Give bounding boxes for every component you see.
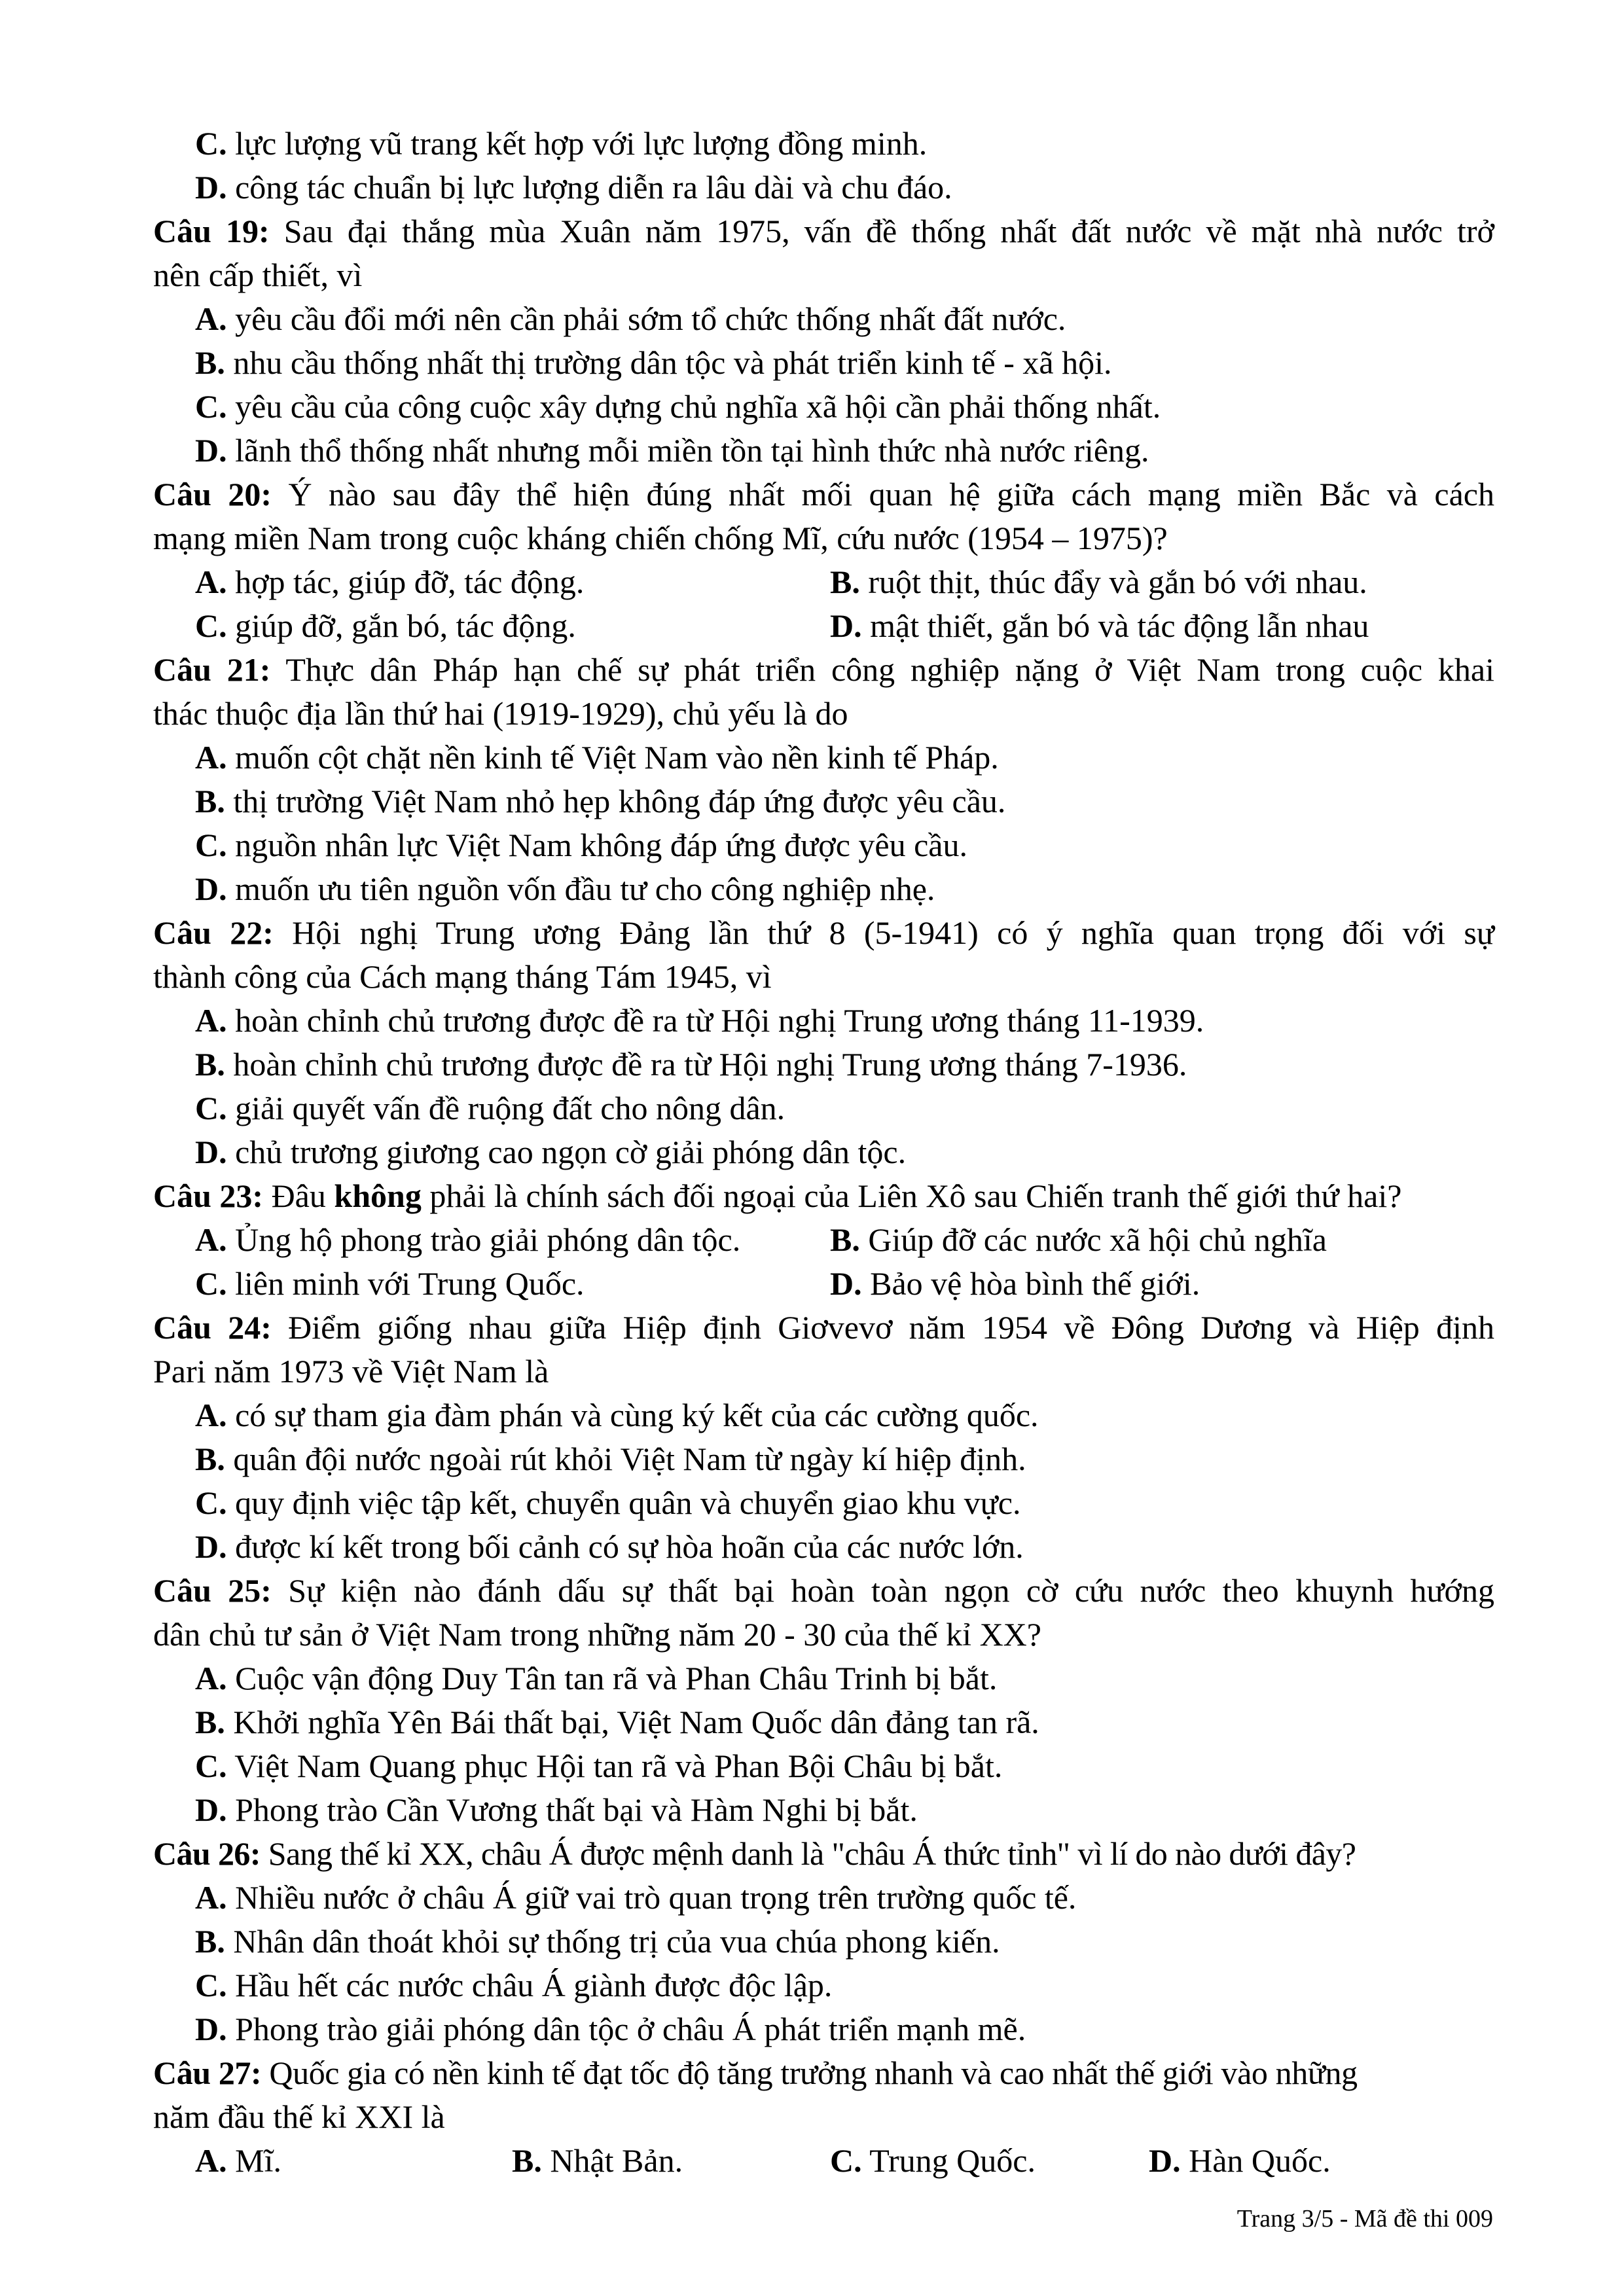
q24-option-d: D. được kí kết trong bối cảnh có sự hòa hoãn của các nước lớn. [195, 1528, 1024, 1565]
q20-options-row-2 [195, 604, 1494, 648]
q24-stem: Câu 24: Điểm giống nhau giữa Hiệp định Giơvevơ năm 1954 về Đông Dương và Hiệp định [153, 1309, 1494, 1346]
q27-option-c: C. Trung Quốc. [830, 2142, 1036, 2179]
q26-option-c: C. Hầu hết các nước châu Á giành được độc lập. [195, 1967, 833, 2003]
q27-option-b: B. Nhật Bản. [512, 2142, 683, 2179]
q21-option-b: B. thị trường Việt Nam nhỏ hẹp không đáp ứng được yêu cầu. [195, 783, 1006, 819]
q25-option-a: A. Cuộc vận động Duy Tân tan rã và Phan Châu Trinh bị bắt. [195, 1660, 998, 1696]
q20-option-b: B. ruột thịt, thúc đẩy và gắn bó với nhau. [830, 564, 1367, 600]
q22-option-c: C. giải quyết vấn đề ruộng đất cho nông dân. [195, 1090, 785, 1126]
q21-stem: Câu 21: Thực dân Pháp hạn chế sự phát triển công nghiệp nặng ở Việt Nam trong cuộc khai [153, 651, 1494, 688]
q23-stem: Câu 23: Đâu không phải là chính sách đối ngoại của Liên Xô sau Chiến tranh thế giới thứ hai? [153, 1177, 1402, 1214]
q22-option-a: A. hoàn chỉnh chủ trương được đề ra từ Hội nghị Trung ương tháng 11-1939. [195, 1002, 1204, 1039]
q22-stem: Câu 22: Hội nghị Trung ương Đảng lần thứ 8 (5-1941) có ý nghĩa quan trọng đối với sự [153, 914, 1494, 951]
q22-option-b: B. hoàn chỉnh chủ trương được đề ra từ Hội nghị Trung ương tháng 7-1936. [195, 1046, 1187, 1083]
q19-option-a: A. yêu cầu đổi mới nên cần phải sớm tổ chức thống nhất đất nước. [195, 300, 1066, 337]
q23-option-d: D. Bảo vệ hòa bình thế giới. [830, 1265, 1200, 1302]
q21-option-d: D. muốn ưu tiên nguồn vốn đầu tư cho công nghiệp nhẹ. [195, 870, 935, 907]
q25-option-b: B. Khởi nghĩa Yên Bái thất bại, Việt Nam Quốc dân đảng tan rã. [195, 1704, 1039, 1740]
q27-stem-cont: năm đầu thế kỉ XXI là [153, 2098, 445, 2135]
q18-option-d: D. công tác chuẩn bị lực lượng diễn ra lâu dài và chu đáo. [195, 169, 952, 206]
q25-option-c: C. Việt Nam Quang phục Hội tan rã và Phan Bội Châu bị bắt. [195, 1748, 1003, 1784]
q22-stem-cont: thành công của Cách mạng tháng Tám 1945, vì [153, 958, 772, 995]
q27-options-row [195, 2139, 1494, 2183]
q24-option-a: A. có sự tham gia đàm phán và cùng ký kết của các cường quốc. [195, 1397, 1039, 1433]
q20-option-c: C. giúp đỡ, gắn bó, tác động. [195, 607, 576, 644]
q26-stem: Câu 26: Sang thế kỉ XX, châu Á được mệnh danh là "châu Á thức tỉnh" vì lí do nào dưới đây? [153, 1835, 1356, 1872]
q23-option-c: C. liên minh với Trung Quốc. [195, 1265, 585, 1302]
q21-option-a: A. muốn cột chặt nền kinh tế Việt Nam vào nền kinh tế Pháp. [195, 739, 999, 776]
q24-option-b: B. quân đội nước ngoài rút khỏi Việt Nam từ ngày kí hiệp định. [195, 1441, 1026, 1477]
q19-option-c: C. yêu cầu của công cuộc xây dựng chủ nghĩa xã hội cần phải thống nhất. [195, 388, 1161, 425]
q25-stem-cont: dân chủ tư sản ở Việt Nam trong những năm 20 - 30 của thế kỉ XX? [153, 1616, 1041, 1653]
q23-options-row-1 [195, 1218, 1494, 1262]
q21-stem-cont: thác thuộc địa lần thứ hai (1919-1929), chủ yếu là do [153, 695, 848, 732]
q27-option-d: D. Hàn Quốc. [1149, 2142, 1331, 2179]
q23-keyword-khong: không [334, 1177, 422, 1214]
q26-option-b: B. Nhân dân thoát khỏi sự thống trị của vua chúa phong kiến. [195, 1923, 1000, 1960]
q23-option-b: B. Giúp đỡ các nước xã hội chủ nghĩa [830, 1221, 1327, 1258]
q19-stem-cont: nên cấp thiết, vì [153, 257, 363, 293]
q23-options-row-2 [195, 1262, 1494, 1306]
q25-stem: Câu 25: Sự kiện nào đánh dấu sự thất bại hoàn toàn ngọn cờ cứu nước theo khuynh hướng [153, 1572, 1494, 1609]
q20-stem: Câu 20: Ý nào sau đây thể hiện đúng nhất mối quan hệ giữa cách mạng miền Bắc và cách [153, 476, 1494, 512]
q20-stem-cont: mạng miền Nam trong cuộc kháng chiến chống Mĩ, cứu nước (1954 – 1975)? [153, 520, 1168, 556]
q18-option-c: C. lực lượng vũ trang kết hợp với lực lượng đồng minh. [195, 125, 928, 162]
q26-option-a: A. Nhiều nước ở châu Á giữ vai trò quan trọng trên trường quốc tế. [195, 1879, 1077, 1916]
q26-option-d: D. Phong trào giải phóng dân tộc ở châu Á phát triển mạnh mẽ. [195, 2011, 1026, 2047]
q23-option-a: A. Ủng hộ phong trào giải phóng dân tộc. [195, 1221, 741, 1258]
q22-option-d: D. chủ trương giương cao ngọn cờ giải phóng dân tộc. [195, 1134, 907, 1170]
q19-stem: Câu 19: Sau đại thắng mùa Xuân năm 1975, vấn đề thống nhất đất nước về mặt nhà nước trở [153, 213, 1495, 249]
q19-option-d: D. lãnh thổ thống nhất nhưng mỗi miền tồn tại hình thức nhà nước riêng. [195, 432, 1149, 469]
q20-option-a: A. hợp tác, giúp đỡ, tác động. [195, 564, 585, 600]
q21-option-c: C. nguồn nhân lực Việt Nam không đáp ứng được yêu cầu. [195, 827, 967, 863]
q25-option-d: D. Phong trào Cần Vương thất bại và Hàm Nghi bị bắt. [195, 1791, 918, 1828]
q20-option-d: D. mật thiết, gắn bó và tác động lẫn nhau [830, 607, 1369, 644]
page-footer: Trang 3/5 - Mã đề thi 009 [1236, 2205, 1493, 2233]
q27-stem: Câu 27: Quốc gia có nền kinh tế đạt tốc độ tăng trưởng nhanh và cao nhất thế giới vào những [153, 2054, 1358, 2091]
q27-option-a: A. Mĩ. [195, 2142, 281, 2179]
q19-option-b: B. nhu cầu thống nhất thị trường dân tộc và phát triển kinh tế - xã hội. [195, 344, 1112, 381]
q24-option-c: C. quy định việc tập kết, chuyển quân và chuyển giao khu vực. [195, 1484, 1021, 1521]
q24-stem-cont: Pari năm 1973 về Việt Nam là [153, 1353, 549, 1390]
q20-options-row-1 [195, 560, 1494, 604]
